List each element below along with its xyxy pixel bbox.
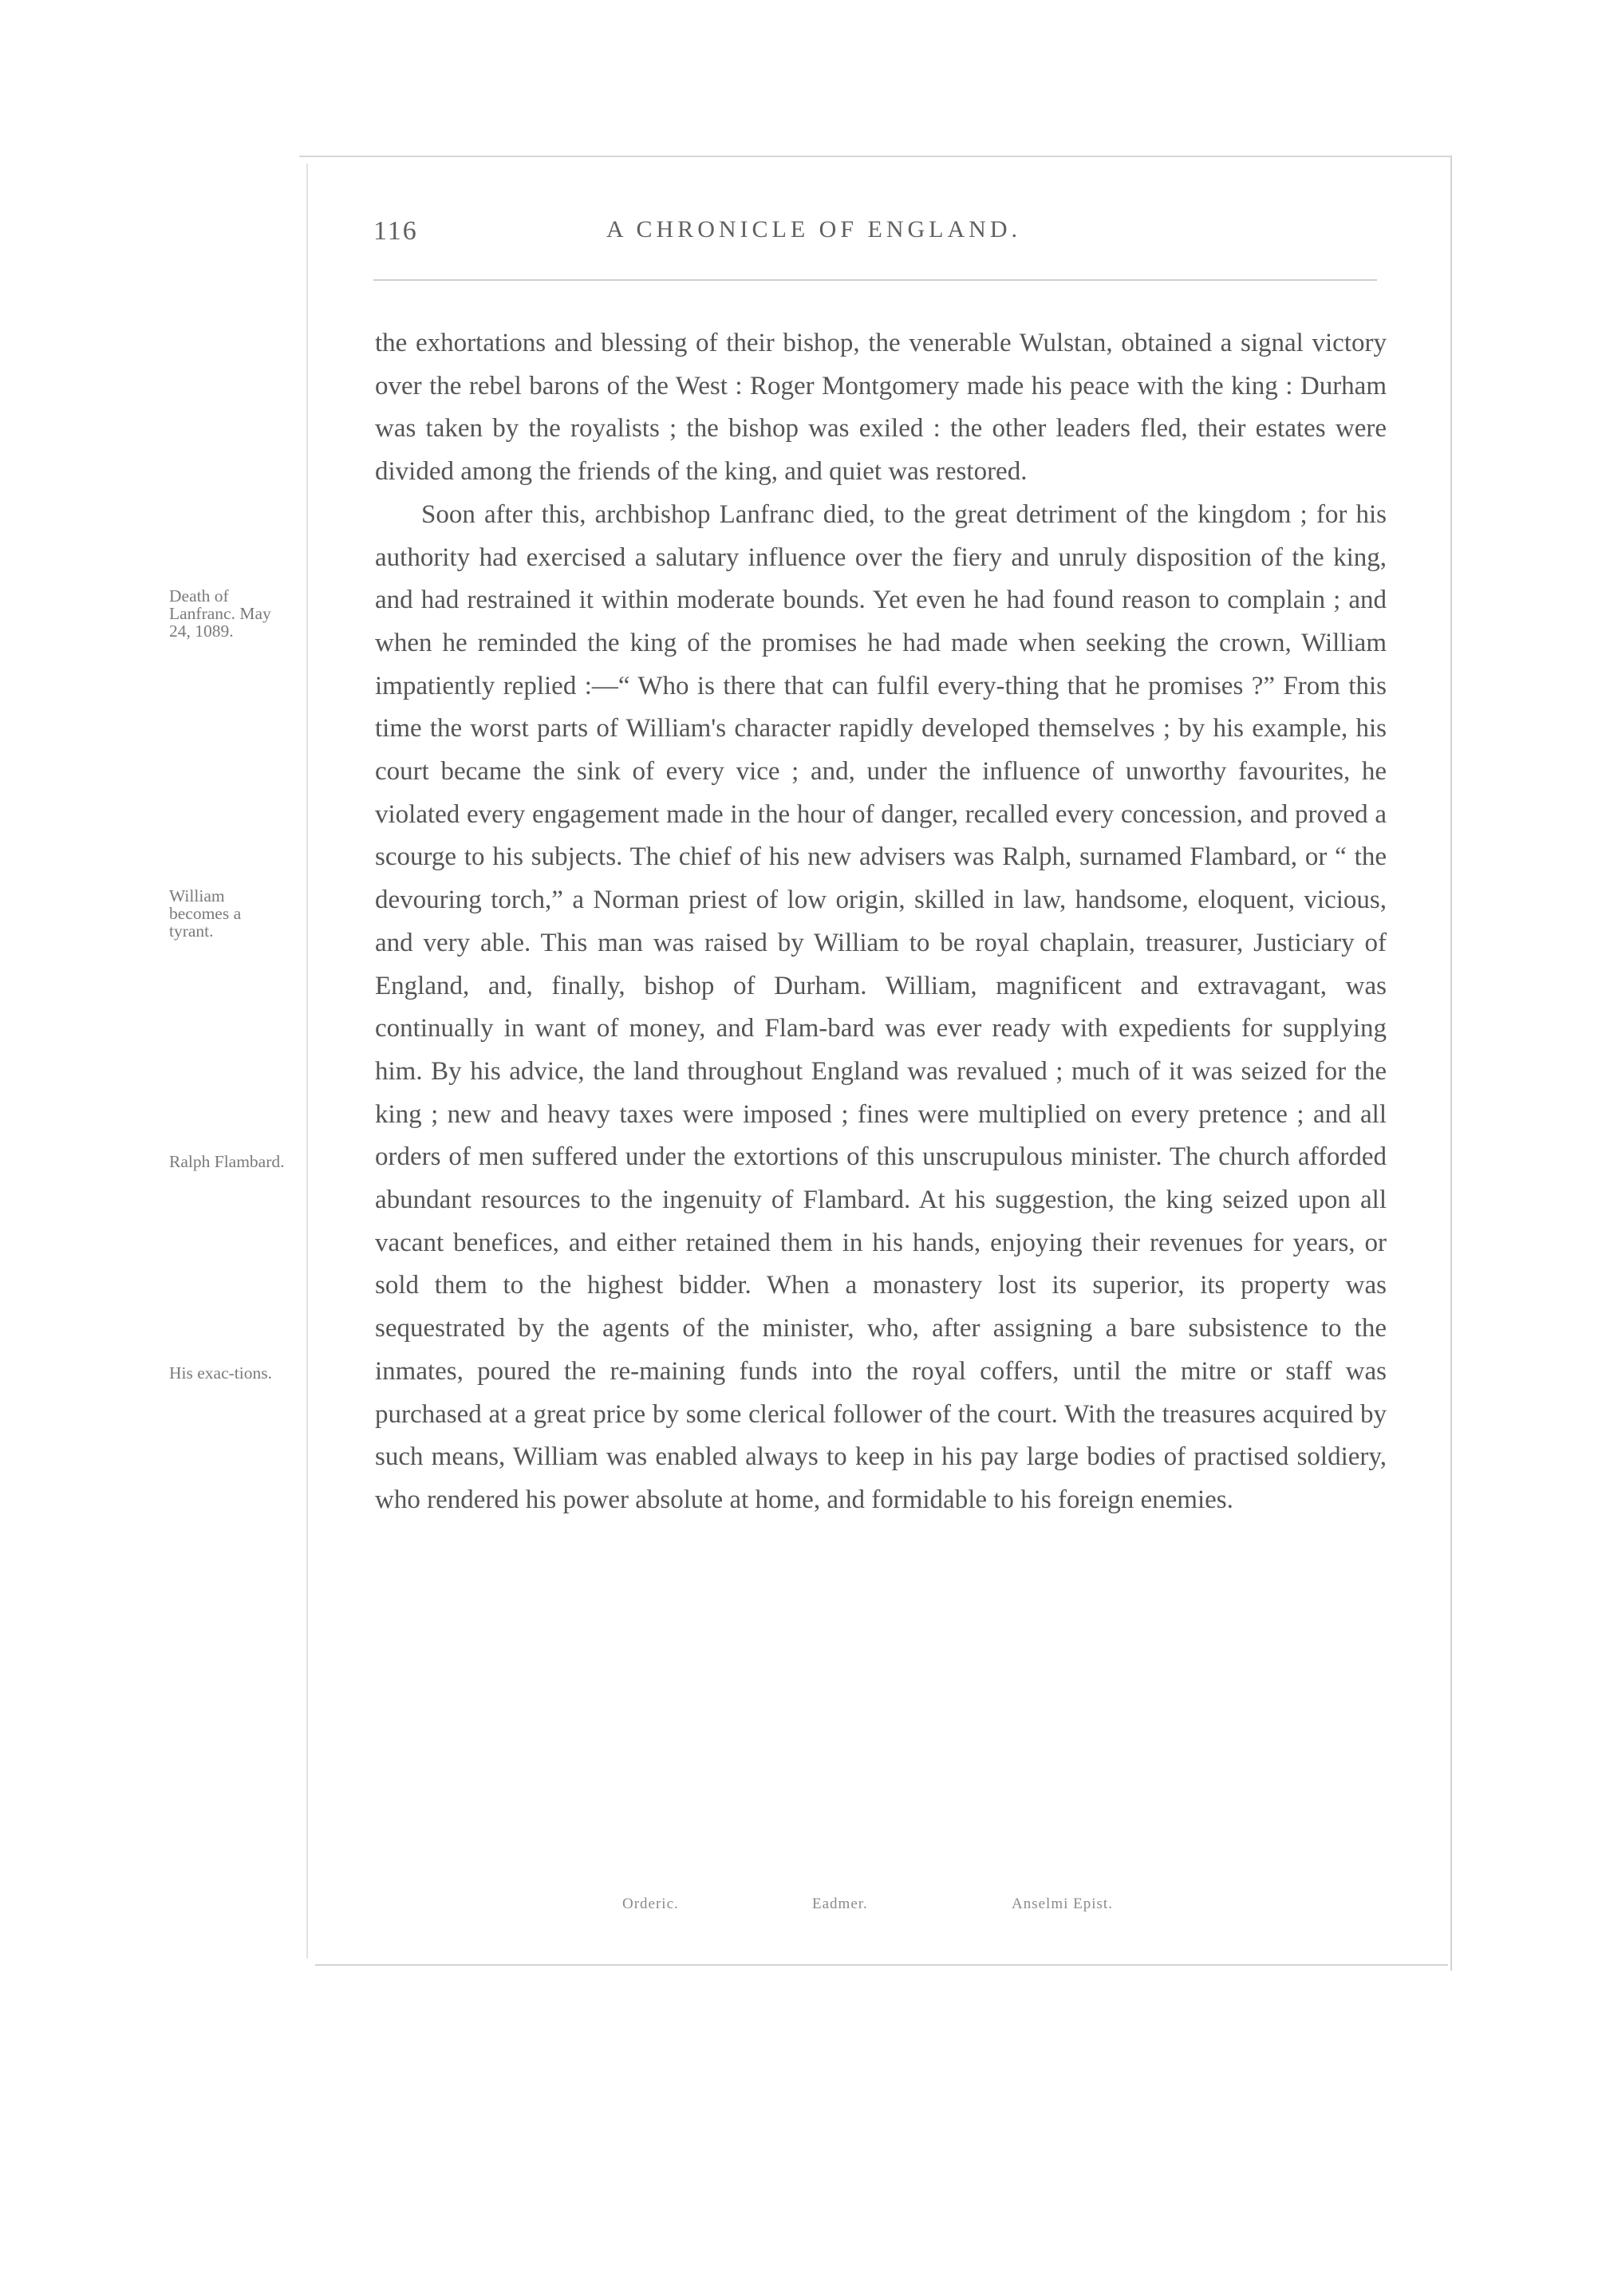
footnote-orderic: Orderic. bbox=[622, 1896, 679, 1912]
header-rule bbox=[373, 279, 1377, 281]
body-text bbox=[375, 322, 1387, 1522]
margin-note-death-of-lanfranc: Death of Lanfranc. May 24, 1089. bbox=[169, 586, 271, 641]
page-frame-right bbox=[1450, 156, 1452, 1971]
paragraph-1: the exhortations and blessing of their bishop, the venerable Wulstan, obtained a signal victory over the rebel barons of the West : Roger Montgomery made his peace with the king : Durham was taken by the royalists ; the bishop was exiled : the other leaders fled, their estates were divided among the friends of the king, and quiet was restored. bbox=[375, 329, 1387, 487]
page-frame-bottom bbox=[315, 1964, 1448, 1966]
margin-note-exactions: His exac-tions. bbox=[169, 1363, 272, 1383]
margin-note-william-tyrant: William becomes a tyrant. bbox=[169, 886, 242, 941]
page-frame-left bbox=[306, 164, 308, 1959]
footnote-eadmer: Eadmer. bbox=[812, 1896, 868, 1912]
running-title: A CHRONICLE OF ENGLAND. bbox=[606, 216, 1021, 243]
margin-note-ralph-flambard: Ralph Flambard. bbox=[169, 1152, 285, 1171]
page-frame-top bbox=[299, 156, 1452, 157]
footnote-anselmi: Anselmi Epist. bbox=[1012, 1896, 1113, 1912]
page-number: 116 bbox=[373, 216, 418, 246]
paragraph-2: Soon after this, archbishop Lanfranc died, to the great detriment of the kingdom ; for his authority had exercised a salutary influence over the fiery and unruly disposition of the king, and had restrained it within moderate bounds. Yet even he had found reason to complain ; and when he reminded the king of the promises he had made when seeking the crown, William impatiently replied :—“ Who is there that can fulfil every-thing that he promises ?” From this time the worst parts of William's character rapidly developed themselves ; by his example, his court became the sink of every vice ; and, under the influence of unworthy favourites, he violated every engagement made in the hour of danger, recalled every concession, and proved a scourge to his subjects. The chief of his new advisers was Ralph, surnamed Flambard, or “ the devouring torch,” a Norman priest of low origin, skilled in law, handsome, eloquent, vicious, and very able. This man was raised by William to be royal chaplain, treasurer, Justiciary of England, and, finally, bishop of Durham. William, magnificent and extravagant, was continually in want of money, and Flam-bard was ever ready with expedients for supplying him. By his advice, the land throughout England was revalued ; much of it was seized for the king ; new and heavy taxes were imposed ; fines were multiplied on every pretence ; and all orders of men suffered under the extortions of this unscrupulous minister. The church afforded abundant resources to the ingenuity of Flambard. At his suggestion, the king seized upon all vacant benefices, and either retained them in his hands, enjoying their revenues for years, or sold them to the highest bidder. When a monastery lost its superior, its property was sequestrated by the agents of the minister, who, after assigning a bare subsistence to the inmates, poured the re-maining funds into the royal coffers, until the mitre or staff was purchased at a great price by some clerical follower of the court. With the treasures acquired by such means, William was enabled always to keep in his pay large bodies of practised soldiery, who rendered his power absolute at home, and formidable to his foreign enemies. bbox=[375, 499, 1387, 1514]
